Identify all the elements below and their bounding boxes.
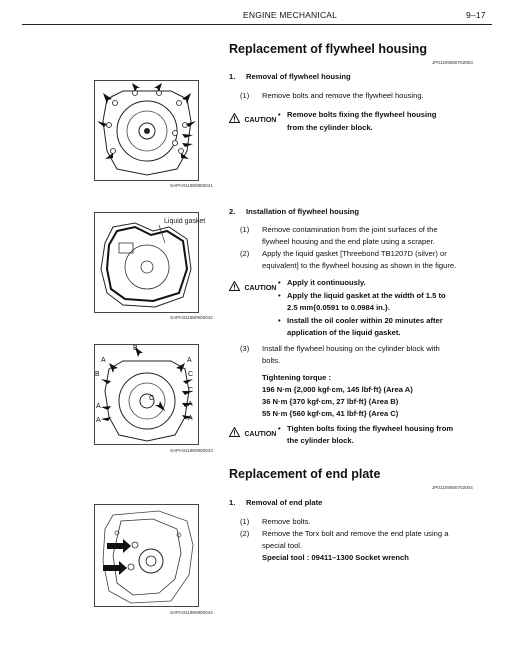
doc-id: JP01109080702003 (432, 60, 473, 65)
section-title-end-plate: Replacement of end plate (229, 467, 381, 481)
header-rule (22, 24, 492, 25)
area-label-b: B (95, 371, 100, 378)
torque-area-b: 36 N·m {370 kgf·cm, 27 lbf·ft} (Area B) (262, 397, 399, 406)
caution-text: Apply the liquid gasket at the width of 1.5 to (287, 291, 446, 300)
caution-label: CAUTION (244, 285, 277, 292)
area-label-a: A (187, 357, 192, 364)
figure-caption: SAPH311980900041 (170, 183, 213, 188)
substep-number: (1) (240, 91, 250, 100)
substep-text: flywheel housing and the end plate using a scraper. (262, 237, 435, 246)
caution-block (229, 423, 276, 441)
doc-id: JP01109080702004 (432, 485, 473, 490)
area-label-a: A (96, 417, 101, 424)
figure-caption: SAPH311980900044 (170, 610, 213, 615)
warning-triangle-icon (229, 281, 240, 291)
bullet: • (278, 278, 281, 287)
caution-text: the cylinder block. (287, 436, 354, 445)
step-title: Removal of flywheel housing (246, 72, 351, 81)
substep-text: Remove bolts. (262, 517, 311, 526)
figure-bolt-areas (94, 344, 199, 445)
substep-text: equivalent] to the flywheel housing as shown in the figure. (262, 261, 457, 270)
torque-title: Tightening torque : (262, 373, 332, 382)
bullet: • (278, 424, 281, 433)
warning-triangle-icon (229, 113, 240, 123)
torque-area-c: 55 N·m {560 kgf·cm, 41 lbf·ft} (Area C) (262, 409, 399, 418)
section-title-flywheel-housing: Replacement of flywheel housing (229, 42, 427, 56)
area-label-c: C (188, 387, 194, 394)
figure-caption: SAPH311980900042 (170, 315, 213, 320)
warning-triangle-icon (229, 427, 240, 437)
substep-text: Install the flywheel housing on the cylinder block with (262, 344, 440, 353)
substep-number: (2) (240, 529, 250, 538)
substep-number: (1) (240, 225, 250, 234)
area-label-a: A (188, 415, 193, 422)
special-tool: Special tool : 09411–1300 Socket wrench (262, 553, 409, 562)
caution-text: Tighten bolts fixing the flywheel housing from (287, 424, 454, 433)
substep-text: Remove the Torx bolt and remove the end plate using a (262, 529, 449, 538)
caution-block (229, 277, 276, 295)
caution-label: CAUTION (244, 117, 277, 124)
caution-text: 2.5 mm{0.0591 to 0.0984 in.}. (287, 303, 390, 312)
bullet: • (278, 291, 281, 300)
caution-text: from the cylinder block. (287, 123, 373, 132)
figure-caption: SAPH311980900043 (170, 448, 213, 453)
step-number: 2. (229, 207, 236, 216)
caution-block (229, 109, 276, 127)
caution-text: application of the liquid gasket. (287, 328, 401, 337)
substep-number: (2) (240, 249, 250, 258)
caution-label: CAUTION (244, 431, 277, 438)
bullet: • (278, 316, 281, 325)
running-header-title: ENGINE MECHANICAL (243, 10, 338, 20)
substep-number: (1) (240, 517, 250, 526)
area-label-c: C (188, 371, 194, 378)
substep-number: (3) (240, 344, 250, 353)
area-label-b: B (133, 345, 138, 352)
figure-end-plate-removal (94, 504, 199, 607)
area-label-a: A (96, 403, 101, 410)
substep-text: Remove contamination from the joint surfaces of the (262, 225, 438, 234)
substep-text: bolts. (262, 356, 281, 365)
caution-text: Install the oil cooler within 20 minutes after (287, 316, 443, 325)
area-label-c: C (149, 395, 155, 402)
step-number: 1. (229, 498, 236, 507)
figure-label-liquid-gasket: Liquid gasket (164, 218, 206, 225)
caution-text: Remove bolts fixing the flywheel housing (287, 110, 437, 119)
step-number: 1. (229, 72, 236, 81)
substep-text: Apply the liquid gasket [Threebond TB1207D (silver) or (262, 249, 447, 258)
area-label-a: A (101, 357, 106, 364)
caution-text: Apply it continuously. (287, 278, 366, 287)
step-title: Installation of flywheel housing (246, 207, 360, 216)
step-title: Removal of end plate (246, 498, 323, 507)
figure-flywheel-housing-removal (94, 80, 199, 181)
substep-text: special tool. (262, 541, 303, 550)
page-number: 9–17 (466, 10, 486, 20)
area-label-a: A (188, 401, 193, 408)
bullet: • (278, 110, 281, 119)
torque-area-a: 196 N·m {2,000 kgf·cm, 145 lbf·ft} (Area A) (262, 385, 413, 394)
figure-liquid-gasket (94, 212, 199, 313)
substep-text: Remove bolts and remove the flywheel housing. (262, 91, 424, 100)
